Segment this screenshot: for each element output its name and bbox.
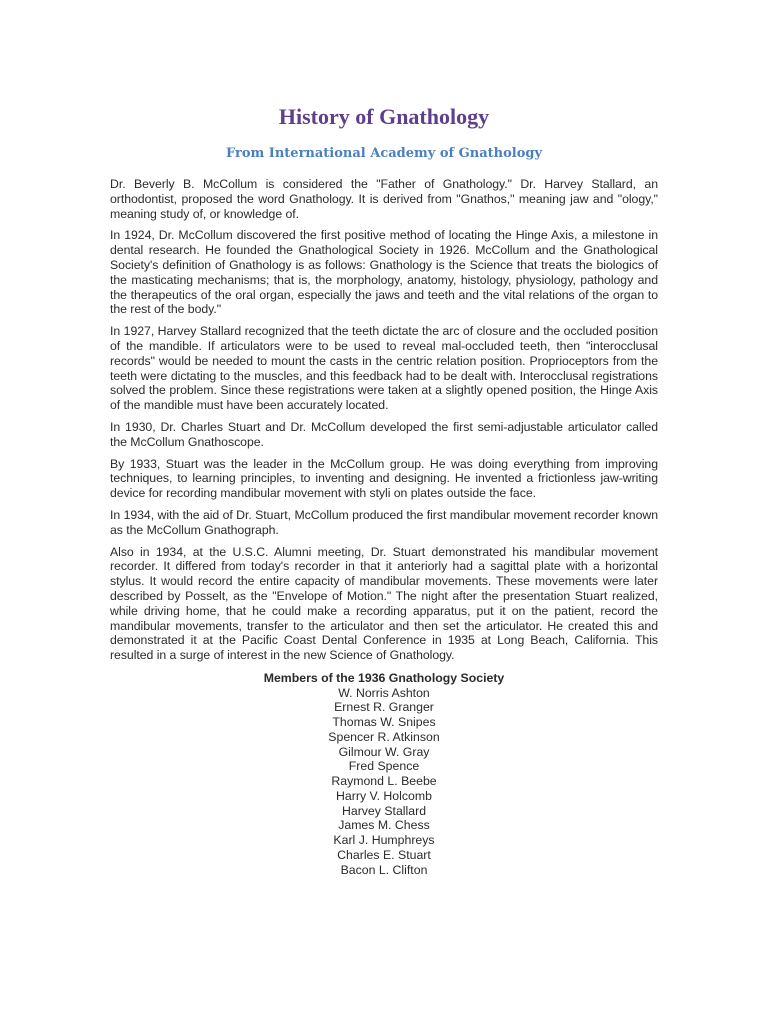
paragraph: In 1927, Harvey Stallard recognized that the teeth dictate the arc of closure and the occluded position of the mandible. If articulators were to be used to reveal mal-occluded teeth, then "interocclusal records" would be needed to mount the casts in the centric relation position. Proprioceptors from the teeth were dictating to the muscles, and this feedback had to be dealt with. Interocclusal registrations solved the problem. Since these registrations were taken at a slightly opened position, the Hinge Axis of the mandible must have been accurately located. <box>110 324 658 413</box>
members-heading: Members of the 1936 Gnathology Society <box>263 670 505 685</box>
member-name: W. Norris Ashton <box>338 685 430 700</box>
member-name: Bacon L. Clifton <box>340 862 428 877</box>
paragraph: Also in 1934, at the U.S.C. Alumni meeting, Dr. Stuart demonstrated his mandibular movement recorder. It differed from today's recorder in that it anteriorly had a sagittal plate with a horizontal stylus. It would record the entire capacity of mandibular movements. These movements were later described by Posselt, as the "Envelope of Motion." The night after the presentation Stuart realized, while driving home, that he could make a recording apparatus, put it on the patient, record the mandibular movements, transfer to the articulator and then set the articulator. He created this and demonstrated it at the Pacific Coast Dental Conference in 1935 at Long Beach, California. This resulted in a surge of interest in the new Science of Gnathology. <box>110 544 658 663</box>
paragraph: By 1933, Stuart was the leader in the McCollum group. He was doing everything from improving techniques, to learning principles, to inventing and designing. He invented a frictionless jaw-writing device for recording mandibular movement with styli on plates outside the face. <box>110 456 658 501</box>
member-name: Ernest R. Granger <box>334 700 434 715</box>
member-name: Thomas W. Snipes <box>332 715 436 730</box>
paragraph: Dr. Beverly B. McCollum is considered the "Father of Gnathology." Dr. Harvey Stallard, an orthodontist, proposed the word Gnathology. It is derived from "Gnathos," meaning jaw and "ology," meaning study of, or knowledge of. <box>110 177 658 221</box>
member-name: Gilmour W. Gray <box>338 744 430 759</box>
paragraph: In 1924, Dr. McCollum discovered the first positive method of locating the Hinge Axis, a milestone in dental research. He founded the Gnathological Society in 1926. McCollum and the Gnathological Society's definition of Gnathology is as follows: Gnathology is the Science that treats the biologics of the masticating mechanisms; that is, the morphology, anatomy, histology, physiology, pathology and the therapeutics of the oral organ, especially the jaws and teeth and the vital relations of the organ to the rest of the body." <box>110 228 658 317</box>
document-body <box>110 177 658 877</box>
member-name: Fred Spence <box>348 759 420 774</box>
members-list <box>110 686 658 878</box>
members-section <box>110 671 658 878</box>
document-subtitle: From International Academy of Gnathology <box>225 146 543 161</box>
document-title: History of Gnathology <box>278 104 490 129</box>
member-name: Harvey Stallard <box>341 803 427 818</box>
paragraph: In 1930, Dr. Charles Stuart and Dr. McCollum developed the first semi-adjustable articulator called the McCollum Gnathoscope. <box>110 419 658 449</box>
member-name: Harry V. Holcomb <box>336 788 432 803</box>
member-name: Charles E. Stuart <box>337 847 431 862</box>
paragraph: In 1934, with the aid of Dr. Stuart, McCollum produced the first mandibular movement recorder known as the McCollum Gnathograph. <box>110 507 658 537</box>
member-name: Spencer R. Atkinson <box>328 729 440 744</box>
member-name: Raymond L. Beebe <box>331 774 437 789</box>
member-name: James M. Chess <box>338 818 430 833</box>
member-name: Karl J. Humphreys <box>333 833 435 848</box>
